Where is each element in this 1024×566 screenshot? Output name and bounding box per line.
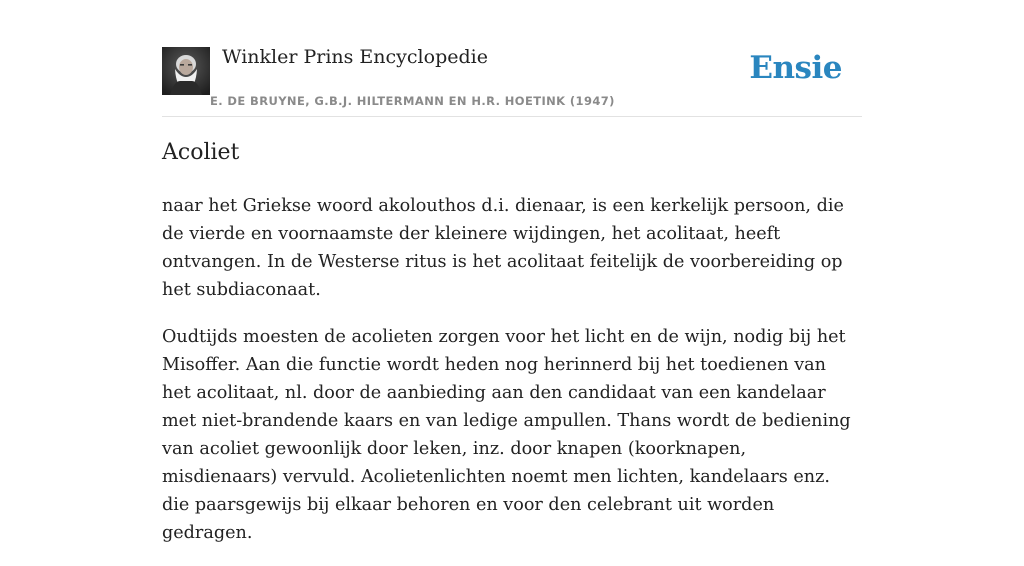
- authors-line: E. DE BRUYNE, G.B.J. HILTERMANN EN H.R. HOETINK (1947): [210, 94, 615, 108]
- bearded-man-portrait-icon: [162, 47, 210, 95]
- author-avatar[interactable]: [162, 47, 210, 95]
- brand-logo[interactable]: Ensie: [749, 50, 842, 86]
- article-title: Acoliet: [162, 140, 240, 165]
- site-header: [162, 40, 862, 117]
- publication-title[interactable]: Winkler Prins Encyclopedie: [222, 46, 488, 68]
- article-paragraph: naar het Griekse woord akolouthos d.i. dienaar, is een kerkelijk persoon, die de vierde en voornaamste der kleinere wijdingen, het acolitaat, heeft ontvangen. In de Westerse ritus is het acolitaat feitelijk de voorbereiding op het subdiaconaat.: [162, 196, 844, 300]
- article-body: [162, 192, 852, 566]
- article-paragraph: Oudtijds moesten de acolieten zorgen voor het licht en de wijn, nodig bij het Misoffer. Aan die functie wordt heden nog herinnerd bij het toedienen van het acolitaat, nl. door de aanbieding aan den candidaat van een kandelaar met niet-brandende kaars en van ledige ampullen. Thans wordt de bediening van acoliet gewoonlijk door leken, inz. door knapen (koorknapen, misdienaars) vervuld. Acolietenlichten noemt men lichten, kandelaars enz. die paarsgewijs bij elkaar behoren en voor den celebrant uit worden gedragen.: [162, 327, 851, 543]
